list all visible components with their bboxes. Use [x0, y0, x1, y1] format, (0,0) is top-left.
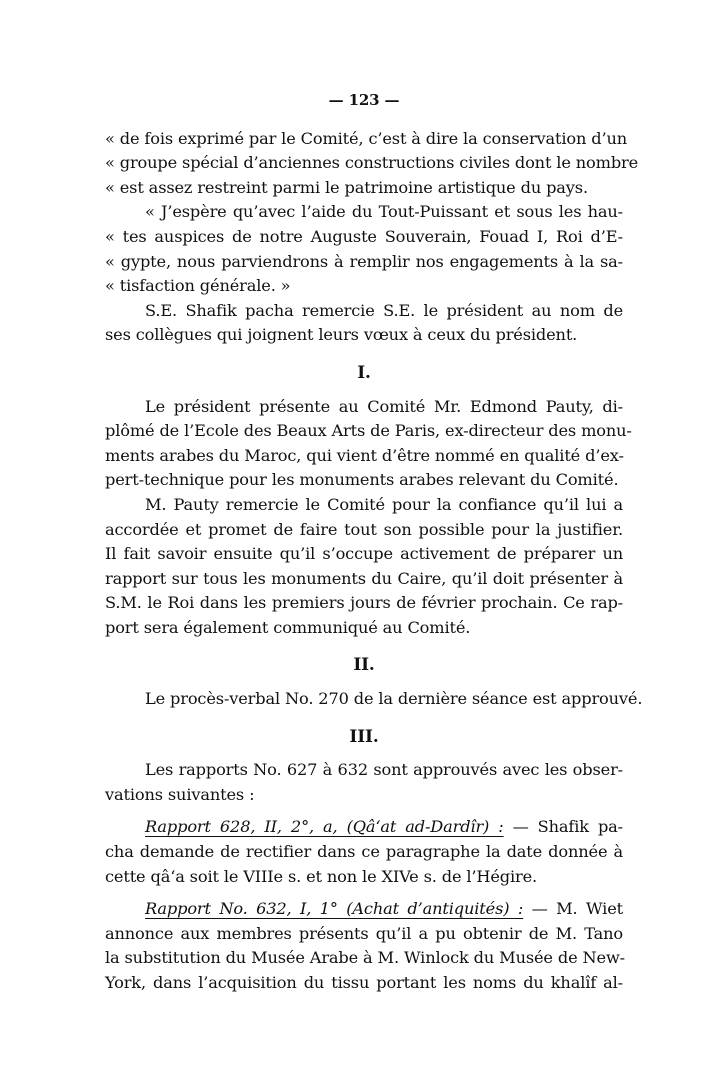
text-line: « est assez restreint parmi le patrimoine artistique du pays. [105, 177, 588, 197]
text-line [105, 815, 623, 840]
reply-paragraph [105, 299, 623, 348]
text-line: annonce aux membres présents qu’il a pu obtenir de M. Tano [105, 923, 623, 943]
text-line: « tes auspices de notre Auguste Souverain, Fouad I, Roi d’E- [105, 226, 623, 246]
text-line: port sera également communiqué au Comité. [105, 617, 471, 637]
section-heading-i: I. [357, 362, 371, 383]
text-line: S.E. Shafik pacha remercie S.E. le président au nom de [145, 300, 623, 320]
text-line: rapport sur tous les monuments du Caire, qu’il doit présenter à [105, 568, 623, 588]
text-line: vations suivantes : [105, 784, 255, 804]
text-line: la substitution du Musée Arabe à M. Winlock du Musée de New- [105, 948, 625, 968]
quote-paragraph [105, 200, 623, 298]
text-line: plômé de l’Ecole des Beaux Arts de Paris, ex-directeur des monu- [105, 421, 632, 441]
report-632-note [105, 897, 623, 995]
section-iii-paragraph [105, 758, 623, 807]
text-line: S.M. le Roi dans les premiers jours de février prochain. Ce rap- [105, 593, 623, 613]
text-line: M. Pauty remercie le Comité pour la confiance qu’il lui a [145, 494, 623, 514]
text-line: « J’espère qu’avec l’aide du Tout-Puissant et sous les hau- [145, 202, 623, 222]
text-line: « gypte, nous parviendrons à remplir nos engagements à la sa- [105, 251, 623, 271]
text-line: « tisfaction générale. » [105, 276, 291, 296]
section-i-paragraph-1 [105, 395, 632, 493]
report-628-note [105, 815, 623, 889]
quote-continuation [105, 127, 639, 201]
text-line: ses collègues qui joignent leurs vœux à ceux du président. [105, 325, 578, 345]
text-line: Le procès-verbal No. 270 de la dernière séance est approuvé. [145, 689, 643, 709]
report-reference: Rapport No. 632, I, 1° (Achat d’antiquités) : [145, 899, 524, 919]
report-lead: — M. Wiet [523, 899, 623, 919]
text-line: « groupe spécial d’anciennes constructions civiles dont le nombre [105, 153, 639, 173]
document-page [105, 88, 643, 996]
text-line: Il fait savoir ensuite qu’il s’occupe activement de préparer un [105, 544, 623, 564]
report-reference: Rapport 628, II, 2°, a, (Qâ‘at ad-Dardîr) : [145, 817, 504, 837]
section-i-paragraph-2 [105, 493, 623, 641]
page-number: — 123 — [328, 91, 400, 109]
text-line: pert-technique pour les monuments arabes relevant du Comité. [105, 470, 619, 490]
text-line: ments arabes du Maroc, qui vient d’être nommé en qualité d’ex- [105, 445, 624, 465]
text-line: Le président présente au Comité Mr. Edmond Pauty, di- [145, 396, 623, 416]
text-line: cette qâ‘a soit le VIIIe s. et non le XIVe s. de l’Hégire. [105, 866, 538, 886]
text-line: cha demande de rectifier dans ce paragraphe la date donnée à [105, 842, 623, 862]
text-line: Les rapports No. 627 à 632 sont approuvés avec les obser- [145, 760, 623, 780]
text-line: York, dans l’acquisition du tissu portant les noms du khalîf al- [105, 973, 623, 992]
section-heading-ii: II. [353, 655, 375, 676]
text-line [105, 897, 623, 922]
report-lead: — Shafik pa- [503, 817, 623, 837]
section-heading-iii: III. [349, 726, 379, 747]
text-line: accordée et promet de faire tout son possible pour la justifier. [105, 519, 623, 539]
section-ii-paragraph [105, 687, 643, 712]
text-line: « de fois exprimé par le Comité, c’est à dire la conservation d’un [105, 128, 628, 148]
